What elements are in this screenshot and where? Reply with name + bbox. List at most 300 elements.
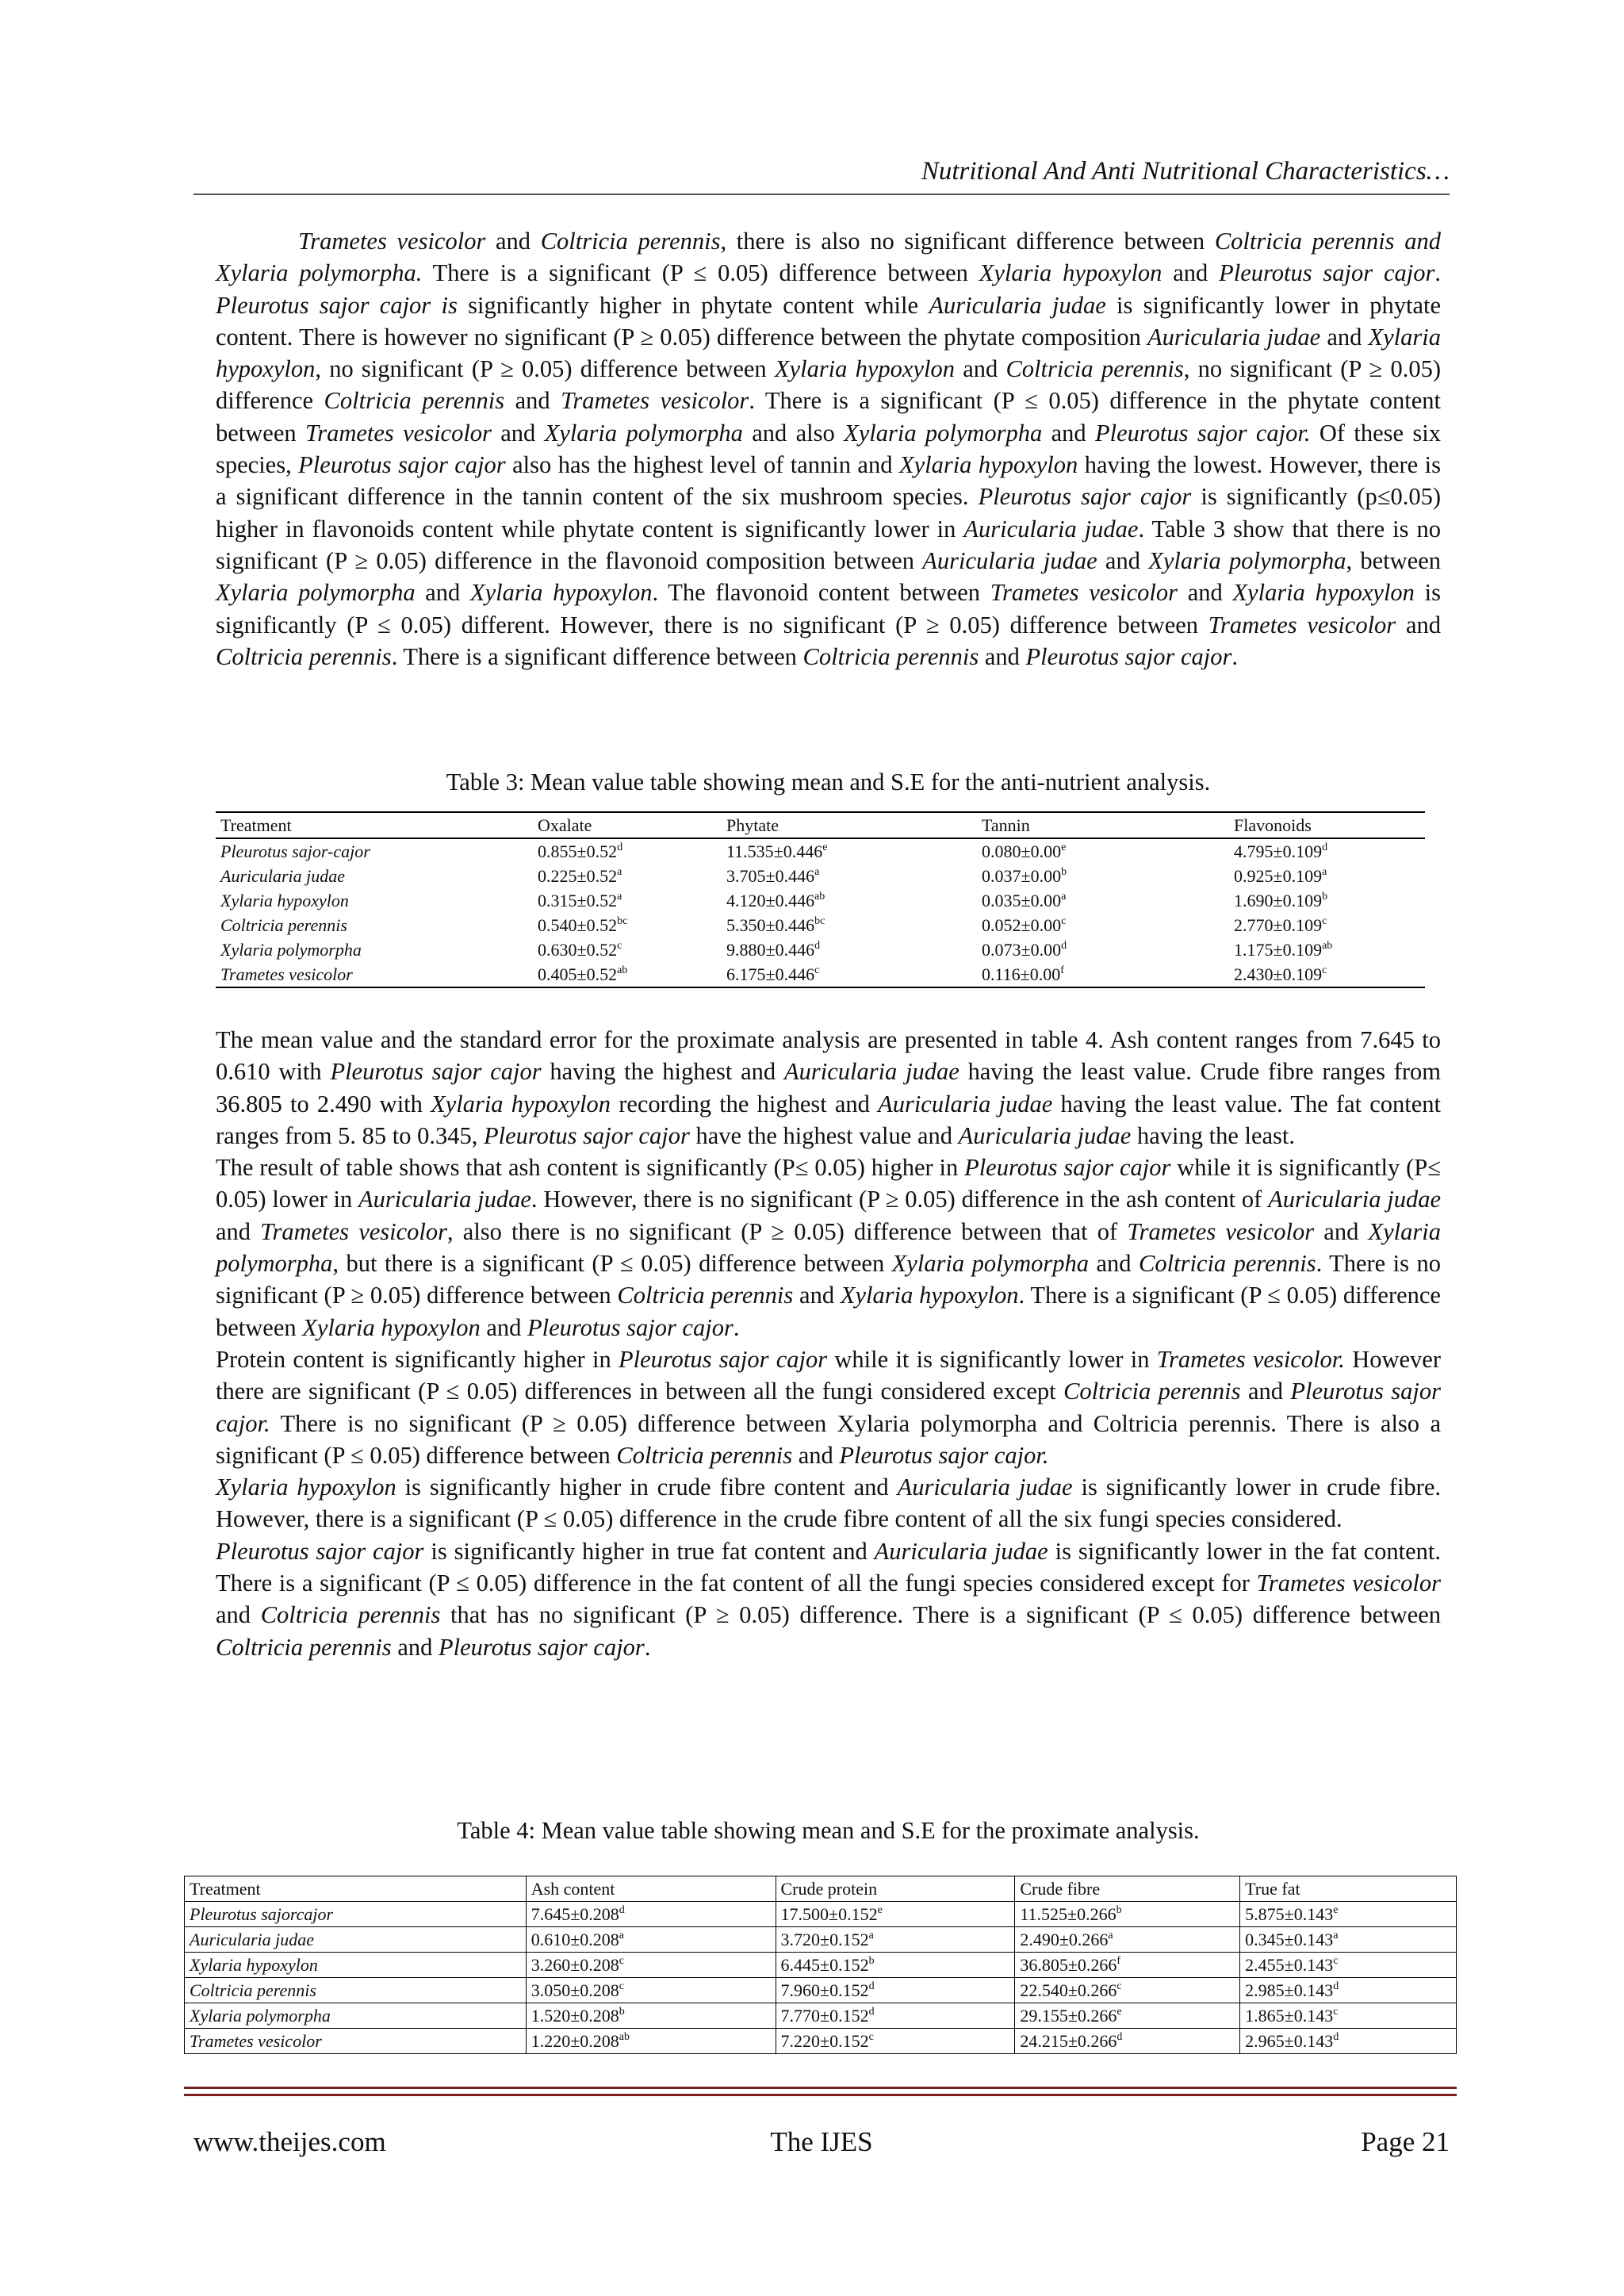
species-name: Xylaria polymorpha	[216, 579, 416, 607]
paragraph-proximate-ranges	[216, 1024, 1441, 1152]
significance-letter: d	[868, 2006, 875, 2018]
value-cell	[1240, 2029, 1457, 2054]
significance-letter: bc	[814, 915, 825, 927]
significance-letter: f	[1116, 1955, 1121, 1967]
text-run: having the least.	[1131, 1121, 1295, 1149]
text-run: . The flavonoid content between	[652, 579, 990, 607]
species-name: Xylaria hypoxylon	[216, 323, 1441, 383]
significance-letter: c	[619, 1955, 625, 1967]
species-name: Pleurotus sajor cajor.	[216, 1378, 1442, 1437]
mean-se-value: 0.073±0.00	[982, 940, 1062, 960]
footer-website: www.theijes.com	[193, 2126, 386, 2157]
mean-se-value: 3.720±0.152	[780, 1930, 869, 1949]
mean-se-value: 0.925±0.109	[1234, 866, 1323, 886]
significance-letter: c	[619, 1980, 625, 1992]
mean-se-value: 1.865±0.143	[1245, 2006, 1334, 2026]
significance-letter: e	[877, 1904, 883, 1916]
significance-letter: b	[619, 2006, 625, 2018]
significance-letter: d	[868, 1980, 875, 1992]
species-name: Pleurotus sajor cajor	[330, 1058, 542, 1086]
text-run: , but there is a significant (P ≤ 0.05) difference between	[332, 1250, 892, 1278]
species-name: Trametes vesicolor	[990, 579, 1178, 607]
text-run: and	[391, 1633, 439, 1661]
table-4-proximate	[184, 1876, 1457, 2054]
significance-letter: a	[814, 866, 820, 878]
value-cell	[977, 937, 1229, 962]
species-name: Coltricia perennis	[1139, 1250, 1316, 1278]
species-name: Coltricia perennis	[617, 1282, 794, 1309]
mean-se-value: 2.490±0.266	[1020, 1930, 1109, 1949]
text-run: having the highest and	[541, 1058, 784, 1086]
significance-letter: ab	[1322, 940, 1333, 952]
text-run: is significantly (P ≤ 0.05) different. However, there is no significant (P ≥ 0.05) difference between	[216, 579, 1441, 638]
text-run: and	[485, 228, 541, 255]
text-run: and	[979, 642, 1026, 670]
mean-se-value: 7.220±0.152	[780, 2031, 869, 2051]
footer-journal: The IJES	[770, 2126, 873, 2157]
significance-letter: d	[1322, 841, 1328, 853]
text-run: and	[1089, 1250, 1139, 1278]
footer-page-number: Page 21	[1361, 2126, 1450, 2157]
table3-caption: Table 3: Mean value table showing mean and S.E for the anti-nutrient analysis.	[446, 769, 1211, 795]
text-run: and	[1097, 546, 1149, 574]
mean-se-value: 2.430±0.109	[1234, 964, 1323, 984]
significance-letter: c	[814, 964, 820, 976]
mean-se-value: 24.215±0.266	[1020, 2031, 1117, 2051]
text-run: and	[1178, 579, 1233, 607]
text-run: There is a significant (P ≤ 0.05) difference between	[422, 259, 979, 287]
species-name: Auricularia judae	[1268, 1186, 1441, 1213]
table-row	[185, 1902, 1457, 1927]
text-run: Of these six species,	[216, 419, 1441, 479]
mean-se-value: 0.405±0.52	[538, 964, 618, 984]
mean-se-value: 4.795±0.109	[1234, 841, 1323, 861]
table-row	[216, 864, 1425, 888]
table-row	[216, 888, 1425, 913]
text-run: However there are significant (P ≤ 0.05) differences in between all the fungi considered except	[216, 1345, 1441, 1405]
species-name: Xylaria hypoxylon	[431, 1090, 611, 1117]
value-cell	[977, 888, 1229, 913]
treatment-name: Pleurotus sajorcajor	[185, 1902, 527, 1927]
significance-letter: a	[1061, 891, 1067, 903]
text-run: is significantly lower in phytate content. There is however no significant (P ≥ 0.05) difference between the phytate composition	[216, 291, 1441, 351]
significance-letter: a	[617, 891, 622, 903]
species-name: Xylaria polymorpha	[544, 419, 743, 447]
column-header: Treatment	[185, 1876, 527, 1902]
mean-se-value: 1.175±0.109	[1234, 940, 1323, 960]
column-header: True fat	[1240, 1876, 1457, 1902]
mean-se-value: 0.610±0.208	[530, 1930, 619, 1949]
text-run: and	[1320, 323, 1369, 351]
treatment-name: Trametes vesicolor	[185, 2029, 527, 2054]
species-name: Auricularia judae	[874, 1537, 1048, 1565]
significance-letter: a	[1322, 866, 1327, 878]
text-run: and	[491, 419, 545, 447]
value-cell	[722, 888, 977, 913]
table-row	[216, 913, 1425, 937]
species-name: Auricularia judae	[922, 546, 1097, 574]
text-run: , also there is no significant (P ≥ 0.05) difference between that of	[447, 1217, 1128, 1245]
species-name: Auricularia judae	[897, 1474, 1073, 1501]
significance-letter: c	[1061, 915, 1067, 927]
significance-letter: ab	[814, 891, 825, 903]
value-cell	[1229, 838, 1425, 864]
text-run: , there is also no significant difference between	[720, 228, 1215, 255]
header-rule	[193, 194, 1450, 195]
text-run: and	[793, 1282, 841, 1309]
text-run: is significantly higher in crude fibre content and	[396, 1474, 898, 1501]
text-run: Protein content is significantly higher in	[216, 1345, 619, 1373]
value-cell	[1229, 962, 1425, 987]
value-cell	[1015, 1927, 1240, 1953]
table3-body	[216, 812, 1425, 987]
text-run: is significantly lower in crude fibre. However, there is a significant (P ≤ 0.05) difference in the crude fibre content of all the six fungi species considered.	[216, 1474, 1442, 1533]
mean-se-value: 7.770±0.152	[780, 2006, 869, 2026]
text-run: having the lowest. However, there is a significant difference in the tannin content of the six mushroom species.	[216, 451, 1442, 511]
species-name: Pleurotus sajor cajor is	[216, 291, 458, 319]
significance-letter: a	[617, 866, 622, 878]
text-run: .	[644, 1633, 651, 1661]
species-name: Pleurotus sajor cajor	[298, 451, 506, 479]
species-name: Xylaria hypoxylon	[774, 355, 955, 383]
text-run: and	[480, 1313, 527, 1341]
species-name: Auricularia judae	[929, 291, 1106, 319]
significance-letter: a	[868, 1930, 874, 1941]
species-name: Xylaria polymorpha	[891, 1250, 1090, 1278]
mean-se-value: 36.805±0.266	[1020, 1955, 1117, 1975]
running-title: Nutritional And Anti Nutritional Characteristics…	[921, 157, 1450, 186]
text-run: , no significant (P ≥ 0.05) difference between	[315, 355, 775, 383]
significance-letter: a	[1108, 1930, 1113, 1941]
significance-letter: d	[814, 940, 821, 952]
text-run: and	[954, 355, 1006, 383]
species-name: Trametes vesicolor	[298, 228, 486, 255]
value-cell	[1015, 2003, 1240, 2029]
text-run: The mean value and the standard error for the proximate analysis are presented in table 4. Ash content ranges from 7.645 to 0.610 with	[216, 1026, 1441, 1086]
significance-letter: d	[617, 841, 623, 853]
species-name: Trametes vesicolor.	[1156, 1345, 1345, 1373]
species-name: Pleurotus sajor cajor	[1219, 259, 1435, 287]
species-name: Coltricia perennis	[260, 1601, 441, 1629]
mean-se-value: 9.880±0.446	[726, 940, 815, 960]
text-run: and also	[742, 419, 845, 447]
mean-se-value: 11.535±0.446	[726, 841, 823, 861]
text-run: recording the highest and	[611, 1090, 879, 1117]
value-cell	[722, 864, 977, 888]
text-run: while it is significantly (P≤ 0.05) lower in	[216, 1154, 1441, 1213]
significance-letter: bc	[617, 915, 628, 927]
text-run: . There is a significant difference between	[391, 642, 803, 670]
value-cell	[977, 913, 1229, 937]
text-run: and	[1042, 419, 1096, 447]
species-name: Xylaria hypoxylon	[216, 1474, 396, 1501]
value-cell	[526, 2029, 776, 2054]
text-run: and	[1396, 611, 1441, 638]
species-name: Auricularia judae	[783, 1058, 959, 1086]
species-name: Pleurotus sajor cajor	[1025, 642, 1232, 670]
significance-letter: ab	[617, 964, 628, 976]
mean-se-value: 0.855±0.52	[538, 841, 618, 861]
treatment-name: Xylaria polymorpha	[220, 940, 362, 960]
significance-letter: b	[1061, 866, 1067, 878]
value-cell	[1229, 864, 1425, 888]
column-header: Crude fibre	[1015, 1876, 1240, 1902]
mean-se-value: 7.645±0.208	[530, 1904, 619, 1924]
species-name: Trametes vesicolor	[260, 1217, 447, 1245]
text-run: having the least value. The fat content ranges from 5. 85 to 0.345,	[216, 1090, 1442, 1149]
species-name: Xylaria hypoxylon	[1232, 579, 1415, 607]
value-cell	[1015, 2029, 1240, 2054]
species-name: Xylaria polymorpha.	[216, 259, 423, 287]
treatment-name: Pleurotus sajor-cajor	[220, 841, 370, 861]
text-run: . However, there is no significant (P ≥ 0.05) difference in the ash content of	[530, 1186, 1269, 1213]
significance-letter: b	[868, 1955, 875, 1967]
text-run: and	[504, 387, 561, 415]
text-run: and	[1314, 1217, 1369, 1245]
treatment-name: Xylaria polymorpha	[185, 2003, 527, 2029]
value-cell	[722, 937, 977, 962]
value-cell	[533, 913, 722, 937]
mean-se-value: 2.770±0.109	[1234, 915, 1323, 935]
species-name: Auricularia judae	[958, 1121, 1132, 1149]
table-row	[185, 1978, 1457, 2003]
text-run: .	[1434, 259, 1441, 287]
species-name: Coltricia perennis	[1063, 1378, 1241, 1405]
paragraph-ash-content	[216, 1152, 1441, 1343]
mean-se-value: 4.120±0.446	[726, 891, 815, 910]
mean-se-value: 0.035±0.00	[982, 891, 1062, 910]
value-cell	[533, 888, 722, 913]
significance-letter: d	[619, 1904, 625, 1916]
value-cell	[533, 962, 722, 987]
mean-se-value: 0.037±0.00	[982, 866, 1062, 886]
text-run: and	[415, 579, 470, 607]
column-header: Phytate	[722, 812, 977, 838]
mean-se-value: 1.220±0.208	[530, 2031, 619, 2051]
value-cell	[1229, 888, 1425, 913]
significance-letter: d	[1333, 2031, 1339, 2043]
species-name: Coltricia perennis	[802, 642, 979, 670]
mean-se-value: 0.116±0.00	[982, 964, 1061, 984]
table-row	[216, 838, 1425, 864]
significance-letter: c	[1322, 964, 1327, 976]
body-section-1	[216, 225, 1441, 673]
mean-se-value: 3.705±0.446	[726, 866, 815, 886]
mean-se-value: 5.350±0.446	[726, 915, 815, 935]
table-row	[216, 937, 1425, 962]
mean-se-value: 7.960±0.152	[780, 1980, 869, 2000]
value-cell	[722, 913, 977, 937]
text-run: is significantly (p≤0.05) higher in flavonoids content while phytate content is significantly lower in	[216, 483, 1441, 542]
value-cell	[1240, 1953, 1457, 1978]
value-cell	[1015, 1953, 1240, 1978]
treatment-name: Auricularia judae	[185, 1927, 527, 1953]
text-run: The result of table shows that ash content is significantly (P≤ 0.05) higher in	[216, 1154, 965, 1182]
species-name: Pleurotus sajor cajor.	[1095, 419, 1311, 447]
species-name: Auricularia judae	[1147, 323, 1321, 351]
mean-se-value: 0.080±0.00	[982, 841, 1062, 861]
significance-letter: b	[1116, 1904, 1122, 1916]
value-cell	[533, 838, 722, 864]
species-name: Xylaria hypoxylon	[898, 451, 1078, 479]
treatment-name: Coltricia perennis	[220, 915, 347, 935]
value-cell	[1015, 1978, 1240, 2003]
column-header: Crude protein	[776, 1876, 1015, 1902]
value-cell	[977, 838, 1229, 864]
significance-letter: d	[1116, 2031, 1123, 2043]
species-name: Xylaria polymorpha	[1148, 546, 1346, 574]
table-header-row	[185, 1876, 1457, 1902]
value-cell	[526, 1902, 776, 1927]
species-name: and	[1394, 228, 1441, 255]
table-header-row	[216, 812, 1425, 838]
text-run: significantly higher in phytate content while	[457, 291, 929, 319]
species-name: Trametes vesicolor	[1256, 1570, 1441, 1597]
species-name: Auricularia judae	[963, 515, 1139, 542]
value-cell	[1240, 1927, 1457, 1953]
mean-se-value: 1.690±0.109	[1234, 891, 1323, 910]
mean-se-value: 2.455±0.143	[1245, 1955, 1334, 1975]
table4-body	[185, 1876, 1457, 2054]
column-header: Oxalate	[533, 812, 722, 838]
text-run: and	[216, 1217, 261, 1245]
footer-rule-bottom	[184, 2094, 1457, 2096]
treatment-name: Coltricia perennis	[185, 1978, 527, 2003]
value-cell	[722, 962, 977, 987]
significance-letter: c	[1322, 915, 1327, 927]
significance-letter: c	[617, 940, 622, 952]
value-cell	[526, 1978, 776, 2003]
significance-letter: e	[1061, 841, 1067, 853]
mean-se-value: 3.260±0.208	[530, 1955, 619, 1975]
significance-letter: f	[1060, 964, 1064, 976]
text-run: . Table 3 show that there is no significant (P ≥ 0.05) difference in the flavonoid composition between	[216, 515, 1441, 574]
species-name: Pleurotus sajor cajor	[484, 1121, 690, 1149]
species-name: Coltricia perennis	[1005, 355, 1184, 383]
treatment-name: Auricularia judae	[220, 866, 346, 886]
mean-se-value: 0.315±0.52	[538, 891, 618, 910]
table-3-anti-nutrient	[216, 811, 1425, 988]
table-row	[216, 962, 1425, 987]
significance-letter: b	[1322, 891, 1328, 903]
value-cell	[776, 1978, 1015, 2003]
significance-letter: ab	[619, 2031, 630, 2043]
text-run: , between	[1346, 546, 1441, 574]
text-run: and	[1240, 1378, 1291, 1405]
column-header: Flavonoids	[1229, 812, 1425, 838]
paragraph-true-fat	[216, 1535, 1441, 1663]
species-name: Pleurotus sajor cajor	[216, 1537, 424, 1565]
value-cell	[776, 1953, 1015, 1978]
species-name: Coltricia perennis	[1214, 228, 1395, 255]
species-name: Xylaria hypoxylon	[302, 1313, 481, 1341]
species-name: Auricularia judae	[358, 1186, 531, 1213]
column-header: Treatment	[216, 812, 533, 838]
significance-letter: e	[1116, 2006, 1122, 2018]
mean-se-value: 22.540±0.266	[1020, 1980, 1117, 2000]
significance-letter: e	[822, 841, 828, 853]
paragraph-crude-fibre	[216, 1471, 1441, 1535]
value-cell	[533, 864, 722, 888]
species-name: Coltricia perennis	[216, 642, 392, 670]
value-cell	[977, 864, 1229, 888]
table4-caption: Table 4: Mean value table showing mean and S.E for the proximate analysis.	[457, 1817, 1200, 1844]
text-run: is significantly higher in true fat content and	[423, 1537, 875, 1565]
treatment-name: Xylaria hypoxylon	[185, 1953, 527, 1978]
species-name: Pleurotus sajor cajor	[527, 1313, 733, 1341]
species-name: Trametes vesicolor	[1127, 1217, 1315, 1245]
text-run: also has the highest level of tannin and	[505, 451, 899, 479]
value-cell	[776, 1902, 1015, 1927]
mean-se-value: 2.985±0.143	[1245, 1980, 1334, 2000]
text-run: that has no significant (P ≥ 0.05) difference. There is a significant (P ≤ 0.05) difference between	[440, 1601, 1441, 1629]
species-name: Pleurotus sajor cajor	[964, 1154, 1171, 1182]
value-cell	[526, 1953, 776, 1978]
body-section-2	[216, 1024, 1441, 1663]
column-header: Tannin	[977, 812, 1229, 838]
significance-letter: a	[1333, 1930, 1339, 1941]
value-cell	[1229, 913, 1425, 937]
species-name: Trametes vesicolor	[304, 419, 492, 447]
species-name: Coltricia perennis	[216, 1633, 392, 1661]
significance-letter: d	[1333, 1980, 1339, 1992]
species-name: Xylaria hypoxylon	[979, 259, 1162, 287]
paragraph-protein-content	[216, 1343, 1441, 1471]
text-run: while it is significantly lower in	[827, 1345, 1157, 1373]
text-run: There is no significant (P ≥ 0.05) difference between Xylaria polymorpha and Coltricia perennis. There is also a significant (P ≤ 0.05) difference between	[216, 1409, 1441, 1469]
mean-se-value: 17.500±0.152	[780, 1904, 878, 1924]
table-row	[185, 2029, 1457, 2054]
value-cell	[1015, 1902, 1240, 1927]
mean-se-value: 0.052±0.00	[982, 915, 1062, 935]
text-run: . There is no significant (P ≥ 0.05) difference between	[216, 1250, 1441, 1309]
mean-se-value: 2.965±0.143	[1245, 2031, 1334, 2051]
species-name: Xylaria polymorpha	[844, 419, 1043, 447]
value-cell	[722, 838, 977, 864]
text-run: .	[733, 1313, 740, 1341]
mean-se-value: 0.540±0.52	[538, 915, 618, 935]
species-name: Xylaria hypoxylon	[840, 1282, 1019, 1309]
mean-se-value: 11.525±0.266	[1020, 1904, 1116, 1924]
paragraph-phytate-tannin-flavonoid	[216, 225, 1441, 673]
text-run: have the highest value and	[689, 1121, 959, 1149]
value-cell	[776, 1927, 1015, 1953]
table-row	[185, 1927, 1457, 1953]
significance-letter: c	[1333, 1955, 1339, 1967]
value-cell	[776, 2029, 1015, 2054]
species-name: Trametes vesicolor	[1208, 611, 1396, 638]
text-run: and	[1162, 259, 1220, 287]
value-cell	[1240, 2003, 1457, 2029]
footer-rule-top	[184, 2087, 1457, 2089]
mean-se-value: 6.175±0.446	[726, 964, 815, 984]
text-run: , no significant (P ≥ 0.05) difference	[216, 355, 1441, 415]
value-cell	[533, 937, 722, 962]
species-name: Pleurotus sajor cajor	[438, 1633, 645, 1661]
mean-se-value: 6.445±0.152	[780, 1955, 869, 1975]
treatment-name: Trametes vesicolor	[216, 962, 533, 987]
value-cell	[526, 2003, 776, 2029]
text-run: . There is a significant (P ≤ 0.05) difference in the phytate content between	[216, 387, 1441, 447]
value-cell	[1240, 1978, 1457, 2003]
value-cell	[776, 2003, 1015, 2029]
species-name: Pleurotus sajor cajor.	[839, 1441, 1049, 1469]
species-name: Auricularia judae	[878, 1090, 1053, 1117]
species-name: Trametes vesicolor	[561, 387, 749, 415]
significance-letter: c	[1333, 2006, 1339, 2018]
species-name: Pleurotus sajor cajor	[978, 483, 1192, 511]
text-run: and	[792, 1441, 840, 1469]
